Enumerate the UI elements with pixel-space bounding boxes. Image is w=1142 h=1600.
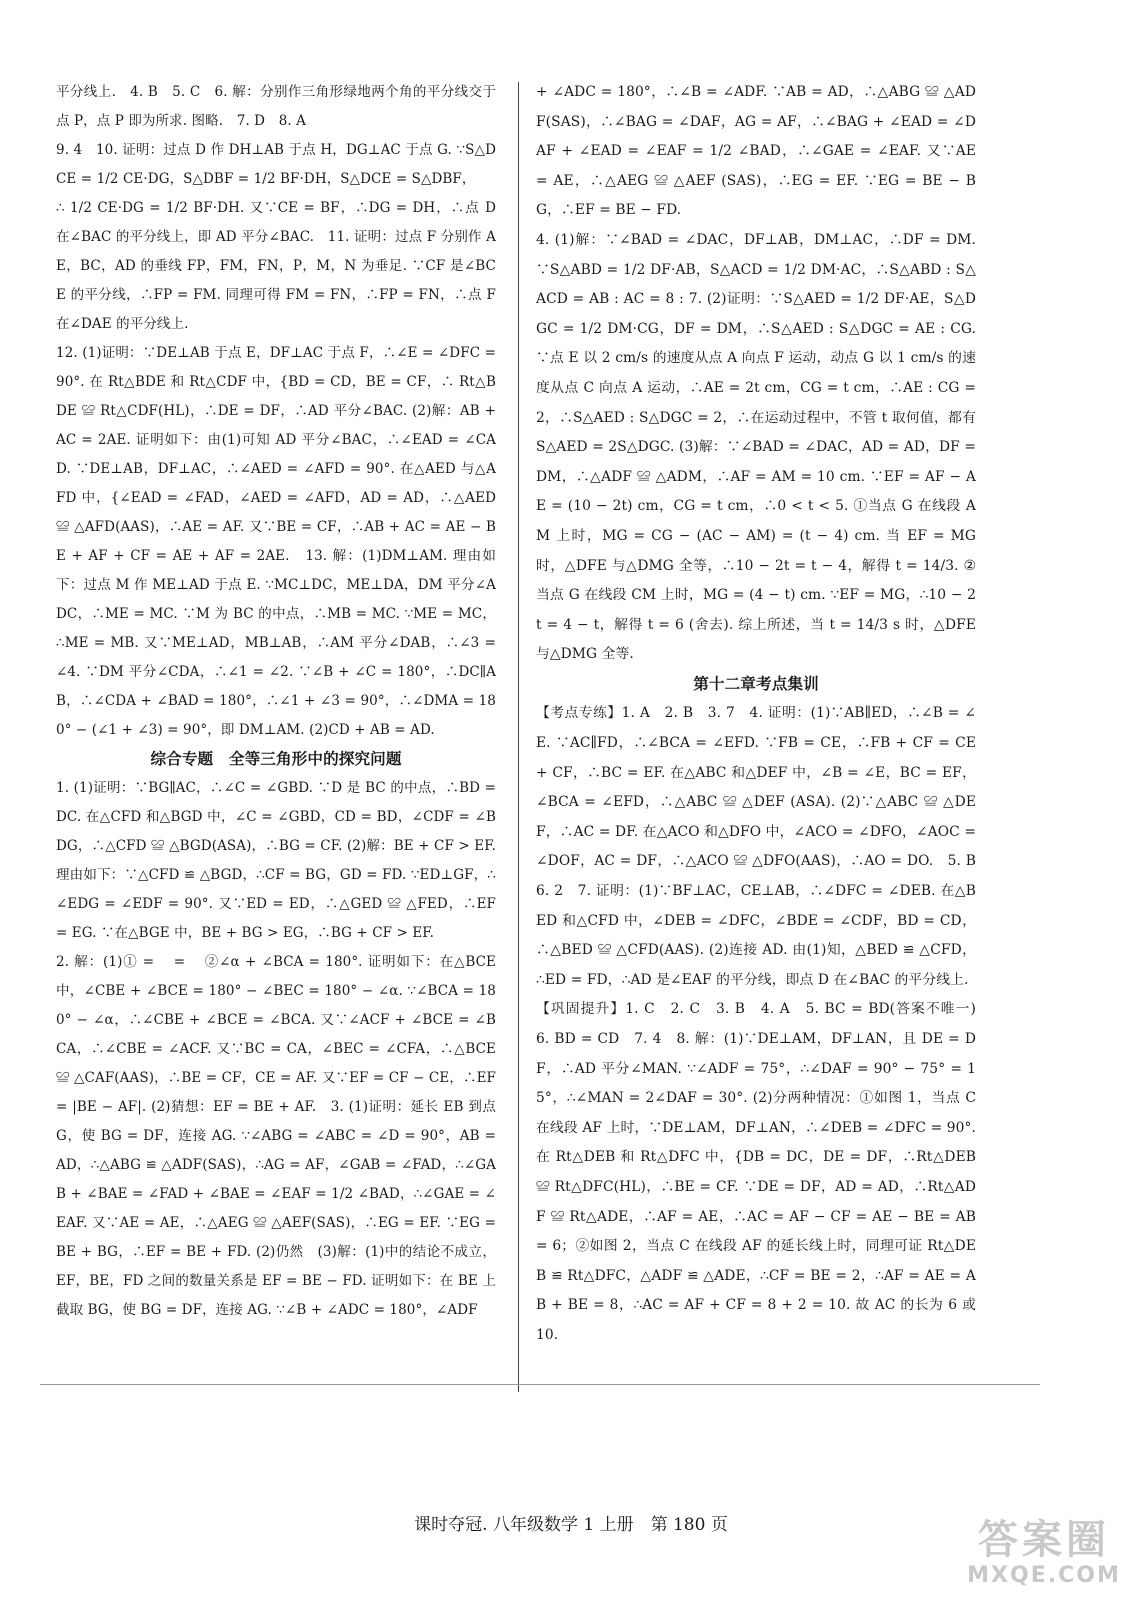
watermark-title: 答案圈 [978, 1517, 1110, 1563]
answer-paragraph: 9. 4 10. 证明：过点 D 作 DH⊥AB 于点 H，DG⊥AC 于点 G. ∵S△DCE = 1/2 CE·DG，S△DBF = 1/2 BF·DH，S△DCE = S△DBF， [56, 142, 496, 187]
page-footer: 课时夺冠. 八年级数学 1 上册 第 180 页 [414, 1515, 728, 1535]
watermark-url: MXQE.COM [967, 1563, 1121, 1588]
section-heading: 第十二章考点集训 [693, 674, 819, 693]
column-divider [518, 82, 519, 1392]
answer-paragraph: 4. (1)解：∵∠BAD = ∠DAC，DF⊥AB，DM⊥AC，∴DF = DM. ∵S△ABD = 1/2 DF·AB，S△ACD = 1/2 DM·AC，∴S△ABD : S△ACD = AB : AC = 8 : 7. (2)证明：∵S△AED = 1/2 DF·AE，S△DGC = 1/2 DM·CG，DF = DM，∴S△AED : S△DGC = AE : CG. ∵点 E 以 2 cm/s 的速度从点 A 向点 F 运动，动点 G 以 1 cm/s 的速度从点 C 向点 A 运动，∴AE = 2t cm，CG = t cm，∴AE : CG = 2，∴S△AED : S△DGC = 2，∴在运动过程中，不管 t 取何值，都有 S△AED = 2S△DGC. (3)解：∵∠BAD = ∠DAC，AD = AD，DF = DM，∴△ADF ≌ △ADM，∴AF = AM = 10 cm. ∵EF = AF − AE = (10 − 2t) cm，CG = t cm，∴0 < t < 5. ①当点 G 在线段 AM 上时，MG = CG − (AC − AM) = (t − 4) cm. 当 EF = MG 时，△DFE 与△DMG 全等，∴10 − 2t = t − 4，解得 t = 14/3. ②当点 G 在线段 CM 上时，MG = (4 − t) cm. ∵EF = MG，∴10 − 2t = 4 − t，解得 t = 6 (舍去). 综上所述，当 t = 14/3 s 时，△DFE 与△DMG 全等. [536, 231, 981, 663]
answer-paragraph: 1. (1)证明：∵BG∥AC，∴∠C = ∠GBD. ∵D 是 BC 的中点，∴BD = DC. 在△CFD 和△BGD 中，∠C = ∠GBD，CD = BD，∠CDF = ∠BDG，∴△CFD ≌ △BGD(ASA)，∴BG = CF. (2)解：BE + CF > EF. 理由如下：∵△CFD ≌ △BGD，∴CF = BG，GD = FD. ∵ED⊥GF，∴∠EDG = ∠EDF = 90°. 又∵ED = ED，∴△GED ≌ △FED，∴EF = EG. ∵在△BGE 中，BE + BG > EG，∴BG + CF > EF. [56, 780, 501, 941]
answer-paragraph: + ∠ADC = 180°，∴∠B = ∠ADF. ∵AB = AD，∴△ABG ≌ △ADF(SAS)，∴∠BAG = ∠DAF，AG = AF，∴∠BAG + ∠EAD = ∠DAF + ∠EAD = ∠EAF = 1/2 ∠BAD，∴∠GAE = ∠EAF. 又∵AE = AE，∴△AEG ≌ △AEF (SAS)，∴EG = EF. ∵EG = BE − BG，∴EF = BE − FD. [536, 84, 981, 219]
answer-paragraph: 2. 解：(1)① = = ②∠α + ∠BCA = 180°. 证明如下：在△BCE 中，∠CBE + ∠BCE = 180° − ∠BEC = 180° − ∠α. ∵∠BCA = 180° − ∠α，∴∠CBE + ∠BCE = ∠BCA. 又∵∠ACF + ∠BCE = ∠BCA，∴∠CBE = ∠ACF. 又∵BC = CA，∠BEC = ∠CFA，∴△BCE ≌ △CAF(AAS)，∴BE = CF，CE = AF. 又∵EF = CF − CE，∴EF = |BE − AF|. (2)猜想：EF = BE + AF. 3. (1)证明：延长 EB 到点 G，使 BG = DF，连接 AG. ∵∠ABG = ∠ABC = ∠D = 90°，AB = AD，∴△ABG ≌ △ADF(SAS)，∴AG = AF，∠GAB = ∠FAD，∴∠GAB + ∠BAE = ∠FAD + ∠BAE = ∠EAF = 1/2 ∠BAD，∴∠GAE = ∠EAF. 又∵AE = AE，∴△AEG ≌ △AEF(SAS)，∴EG = EF. ∵EG = BE + BG，∴EF = BE + FD. (2)仍然 (3)解：(1)中的结论不成立，EF，BE，FD 之间的数量关系是 EF = BE − FD. 证明如下：在 BE 上截取 BG，使 BG = DF，连接 AG. ∵∠B + ∠ADC = 180°，∠ADF [56, 954, 501, 1318]
answer-paragraph: 12. (1)证明：∵DE⊥AB 于点 E，DF⊥AC 于点 F，∴∠E = ∠DFC = 90°. 在 Rt△BDE 和 Rt△CDF 中，{BD = CD，BE = CF，∴ Rt△BDE ≌ Rt△CDF(HL)，∴DE = DF，∴AD 平分∠BAC. (2)解：AB + AC = 2AE. 证明如下：由(1)可知 AD 平分∠BAC，∴∠EAD = ∠CAD. ∵DE⊥AB，DF⊥AC，∴∠AED = ∠AFD = 90°. 在△AED 与△AFD 中，{∠EAD = ∠FAD，∠AED = ∠AFD，AD = AD，∴△AED ≌ △AFD(AAS)，∴AE = AF. 又∵BE = CF，∴AB + AC = AE − BE + AF + CF = AE + AF = 2AE. 13. 解：(1)DM⊥AM. 理由如下：过点 M 作 ME⊥AD 于点 E. ∵MC⊥DC，ME⊥DA，DM 平分∠ADC，∴ME = MC. ∵M 为 BC 的中点，∴MB = MC. ∵ME = MC，∴ME = MB. 又∵ME⊥AD，MB⊥AB，∴AM 平分∠DAB，∴∠3 = ∠4. ∵DM 平分∠CDA，∴∠1 = ∠2. ∵∠B + ∠C = 180°，∴DC∥AB，∴∠CDA + ∠BAD = 180°，∴∠1 + ∠3 = 90°，∴∠DMA = 180° − (∠1 + ∠3) = 90°，即 DM⊥AM. (2)CD + AB = AD. [56, 345, 501, 738]
answer-paragraph: 【考点专练】1. A 2. B 3. 7 4. 证明：(1)∵AB∥ED，∴∠B = ∠E. ∵AC∥FD，∴∠BCA = ∠EFD. ∵FB = CE，∴FB + CF = CE + CF，∴BC = EF. 在△ABC 和△DEF 中，∠B = ∠E，BC = EF，∠BCA = ∠EFD，∴△ABC ≌ △DEF (ASA). (2)∵△ABC ≌ △DEF，∴AC = DF. 在△ACO 和△DFO 中，∠ACO = ∠DFO，∠AOC = ∠DOF，AC = DF，∴△ACO ≌ △DFO(AAS)，∴AO = DO. 5. B 6. 2 7. 证明：(1)∵BF⊥AC，CE⊥AB，∴∠DFC = ∠DEB. 在△BED 和△CFD 中，∠DEB = ∠DFC，∠BDE = ∠CDF，BD = CD，∴△BED ≌ △CFD(AAS). (2)连接 AD. 由(1)知，△BED ≌ △CFD，∴ED = FD，∴AD 是∠EAF 的平分线，即点 D 在∠BAC 的平分线上. [536, 705, 990, 988]
right-column [536, 78, 990, 1351]
footer-rule [40, 1384, 1040, 1385]
watermark-logo [954, 1518, 1134, 1596]
section-heading: 综合专题 全等三角形中的探究问题 [150, 750, 402, 768]
answer-paragraph: 【巩固提升】1. C 2. C 3. B 4. A 5. BC = BD(答案不唯一) 6. BD = CD 7. 4 8. 解：(1)∵DE⊥AM，DF⊥AN，且 DE = DF，∴AD 平分∠MAN. ∵∠ADF = 75°，∴∠DAF = 90° − 75° = 15°，∴∠MAN = 2∠DAF = 30°. (2)分两种情况：①如图 1，当点 C 在线段 AF 上时，∵DE⊥AM，DF⊥AN，∴∠DEB = ∠DFC = 90°. 在 Rt△DEB 和 Rt△DFC 中，{DB = DC，DE = DF，∴Rt△DEB ≌ Rt△DFC(HL)，∴BE = CF. ∵DE = DF，AD = AD，∴Rt△ADF ≌ Rt△ADE，∴AF = AE，∴AC = AF − CF = AE − BE = AB = 6；②如图 2，当点 C 在线段 AF 的延长线上时，同理可证 Rt△DEB ≌ Rt△DFC，△ADF ≌ △ADE，∴CF = BE = 2，∴AF = AE = AB + BE = 8，∴AC = AF + CF = 8 + 2 = 10. 故 AC 的长为 6 或 10. [536, 1001, 990, 1343]
left-column [56, 78, 501, 1325]
answer-paragraph: 平分线上. 4. B 5. C 6. 解：分别作三角形绿地两个角的平分线交于点 P，点 P 即为所求. 图略. 7. D 8. A [56, 84, 496, 129]
answer-paragraph: ∴ 1/2 CE·DG = 1/2 BF·DH. 又∵CE = BF，∴DG = DH，∴点 D 在∠BAC 的平分线上，即 AD 平分∠BAC. 11. 证明：过点 F 分别作 AE，BC，AD 的垂线 FP，FM，FN，P，M，N 为垂足. ∵CF 是∠BCE 的平分线，∴FP = FM. 同理可得 FM = FN，∴FP = FN，∴点 F 在∠DAE 的平分线上. [56, 200, 501, 332]
